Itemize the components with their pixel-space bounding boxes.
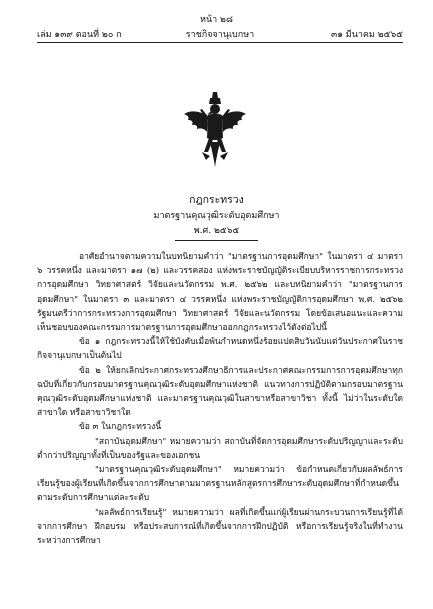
clause-3: ข้อ ๓ ในกฎกระทรวงนี้ — [79, 422, 162, 433]
clause-2: ข้อ ๒ ให้ยกเลิกประกาศกระทรวงศึกษาธิการและประกาศคณะกรรมการการอุดมศึกษาทุกฉบับที่เกี่ยวกับกรอบมาตรฐานคุณวุฒิระดับอุดมศึกษาแห่งชาติ แนวทางการปฏิบัติตามกรอบมาตรฐานคุณวุฒิระดับอุดมศึกษาแห่งชาติ และมาตรฐานคุณวุฒิในสาขาหรือสาขาวิชา ทั้งนี้ ไม่ว่าในระดับใด สาขาใด หรือสาขาวิชาใด — [37, 365, 403, 419]
gazette-header — [37, 27, 403, 41]
publication-name: ราชกิจจานุเบกษา — [185, 30, 255, 40]
title-divider — [175, 240, 258, 241]
definition-learning-outcome: "ผลลัพธ์การเรียนรู้" หมายความว่า ผลที่เกิดขึ้นแก่ผู้เรียนผ่านกระบวนการเรียนรู้ที่ได้จากการศึกษา ฝึกอบรม หรือประสบการณ์ที่เกิดขึ้นจากการฝึกปฏิบัติ หรือการเรียนรู้จริงในที่ทำงานระหว่างการศึกษา — [37, 507, 403, 547]
document-body — [37, 250, 403, 548]
publication-date: ๓๑ มีนาคม ๒๕๖๕ — [331, 30, 403, 40]
volume-issue: เล่ม ๑๓๙ ตอนที่ ๒๐ ก — [37, 30, 122, 40]
definition-qualification-standard: "มาตรฐานคุณวุฒิระดับอุดมศึกษา" หมายความว่า ข้อกำหนดเกี่ยวกับผลลัพธ์การเรียนรู้ของผู้เรียนที่เกิดขึ้นจากการศึกษาตามมาตรฐานหลักสูตรการศึกษาระดับอุดมศึกษาที่กำหนดขึ้นตามระดับการศึกษาแต่ละระดับ — [37, 465, 403, 504]
header-divider — [37, 42, 403, 43]
document-title: กฎกระทรวง — [189, 194, 244, 206]
preamble-paragraph: อาศัยอำนาจตามความในบทนิยามคำว่า "มาตรฐานการอุดมศึกษา" ในมาตรา ๔ มาตรา ๖ วรรคหนึ่ง และมาตรา ๑๗ (๒) และวรรคสอง แห่งพระราชบัญญัติระเบียบบริหารราชการกระทรวงการอุดมศึกษา วิทยาศาสตร์ วิจัยและนวัตกรรม พ.ศ. ๒๕๖๒ และบทนิยามคำว่า "มาตรฐานการอุดมศึกษา" ในมาตรา ๓ และมาตรา ๔ วรรคหนึ่ง แห่งพระราชบัญญัติการอุดมศึกษา พ.ศ. ๒๕๖๒ รัฐมนตรีว่าการกระทรวงการอุดมศึกษา วิทยาศาสตร์ วิจัยและนวัตกรรม โดยข้อเสนอแนะและความเห็นชอบของคณะกรรมการมาตรฐานการอุดมศึกษาออกกฎกระทรวงไว้ดังต่อไปนี้ — [37, 252, 403, 334]
document-subtitle: มาตรฐานคุณวุฒิระดับอุดมศึกษา — [153, 211, 280, 221]
clause-1: ข้อ ๑ กฎกระทรวงนี้ให้ใช้บังคับเมื่อพ้นกำหนดหนึ่งร้อยแปดสิบวันนับแต่วันประกาศในราชกิจจานุเบกษาเป็นต้นไป — [37, 337, 403, 362]
garuda-emblem-icon — [180, 90, 250, 170]
document-year: พ.ศ. ๒๕๖๕ — [193, 226, 240, 236]
definition-institution: "สถาบันอุดมศึกษา" หมายความว่า สถาบันที่จัดการอุดมศึกษาระดับปริญญาและระดับต่ำกว่าปริญญาทั้งที่เป็นของรัฐและของเอกชน — [37, 436, 403, 461]
page-number: หน้า ๒๘ — [200, 15, 233, 25]
